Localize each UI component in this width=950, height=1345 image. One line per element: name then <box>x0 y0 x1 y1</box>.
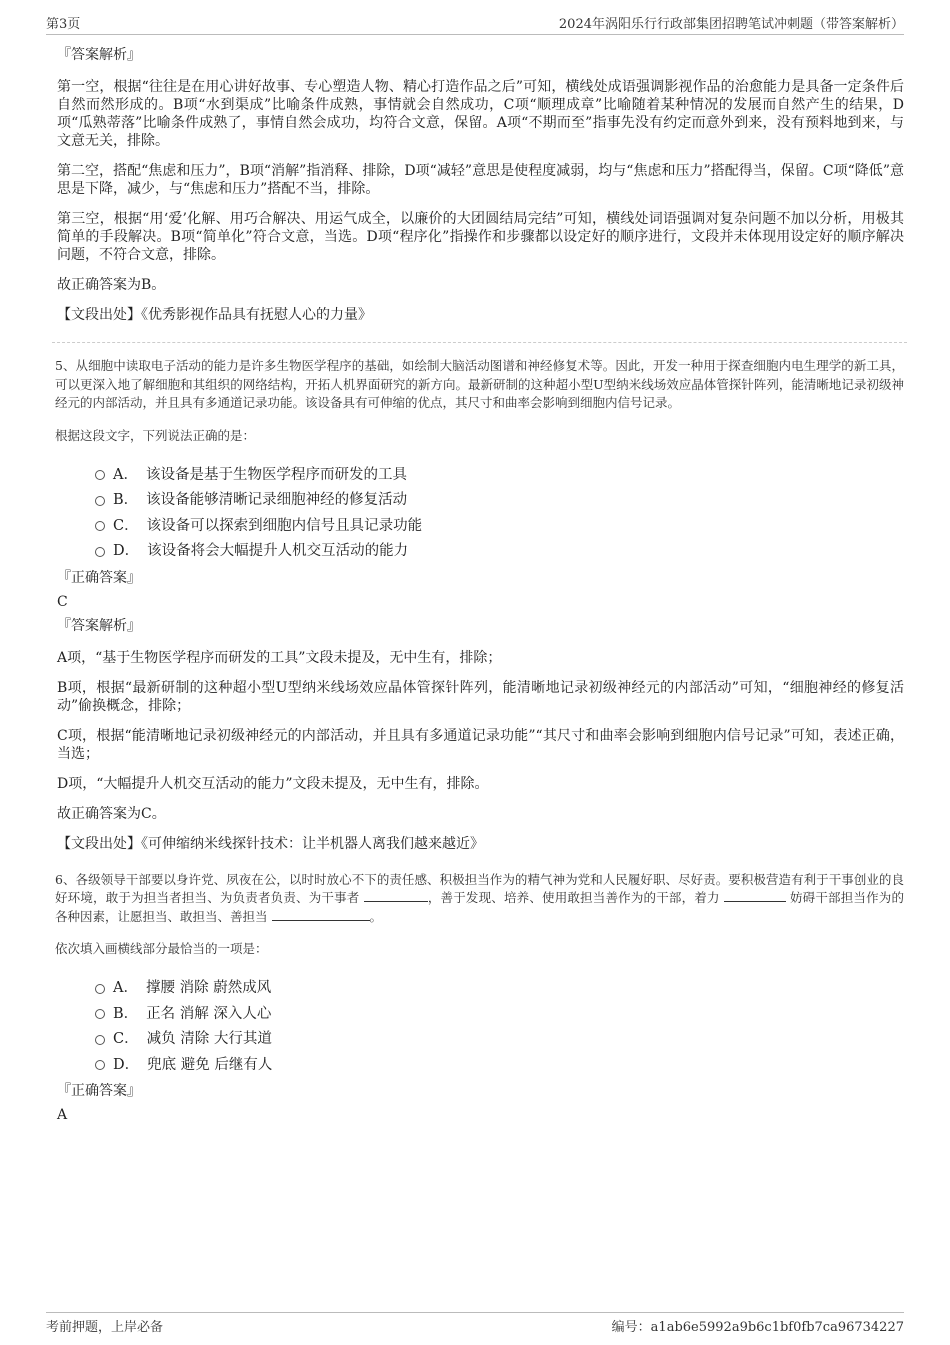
q5-conclusion: 故正确答案为C。 <box>57 805 166 822</box>
q5-analysis-d: D项，“大幅提升人机交互活动的能力”文段未提及，无中生有，排除。 <box>57 775 489 792</box>
option-letter: B． <box>113 1005 139 1022</box>
q6-answer-title: 『正确答案』 <box>57 1083 141 1099</box>
q4-conclusion: 故正确答案为B。 <box>57 277 166 293</box>
radio-icon[interactable] <box>95 547 105 557</box>
q6-text-part-4: 。 <box>369 908 383 924</box>
option-letter: D． <box>113 543 140 560</box>
radio-icon[interactable] <box>95 496 105 506</box>
q5-option-c[interactable] <box>95 512 904 538</box>
q6-question-text <box>55 871 904 927</box>
q6-option-d[interactable] <box>95 1051 904 1077</box>
q6-option-a[interactable] <box>95 974 904 1000</box>
q6-options <box>95 974 904 1076</box>
page-footer <box>46 1312 904 1336</box>
q5-analysis-title: 『答案解析』 <box>57 617 141 634</box>
q6-text-part-2: ，善于发现、培养、使用敢担当善作为的干部，着力 <box>427 890 720 905</box>
q5-prompt: 根据这段文字，下列说法正确的是： <box>55 427 256 443</box>
option-letter: A． <box>113 466 138 483</box>
q4-analysis-para-3: 第三空，根据“用‘爱’化解、用巧合解决、用运气成全，以廉价的大团圆结局完结”可知，横线处词语强调对复杂问题不加以分析，用极其简单的手段解决。B项“简单化”符合文意，当选。D项“程序化”指操作和步骤都以设定好的顺序进行，文段并未体现用设定好的顺序解决问题，不符合文意，排除。 <box>57 211 904 263</box>
q6-blank-1 <box>364 889 428 902</box>
q5-option-b[interactable] <box>95 486 904 512</box>
q5-answer: C <box>57 593 68 610</box>
option-text: 该设备能够清晰记录细胞神经的修复活动 <box>146 492 408 509</box>
q5-question-text: 5、从细胞中读取电子活动的能力是许多生物医学程序的基础，如绘制大脑活动图谱和神经修复术等。因此，开发一种用于探查细胞内电生理学的新工具，可以更深入地了解细胞和其组织的网络结构，开拓人机界面研究的新方向。最新研制的这种超小型U型纳米线场效应晶体管探针阵列，能清晰地记录初级神经元的内部活动，并且具有多通道记录功能。该设备具有可伸缩的优点，其尺寸和曲率会影响到细胞内信号记录。 <box>55 358 904 410</box>
option-text: 兜底 避免 后继有人 <box>147 1056 273 1073</box>
radio-icon[interactable] <box>95 1009 105 1019</box>
option-letter: B． <box>113 492 139 509</box>
q6-text-part-1: 6、各级领导干部要以身许党、夙夜在公，以时时放心不下的责任感、积极担当作为的精气神为党和人民履好职、尽好责。要积极营造有利于干事创业的良好环境，敢于为担当者担当、为负责者负责、为干事者 <box>55 871 904 905</box>
q6-blank-2 <box>724 889 786 902</box>
q6-option-b[interactable] <box>95 1000 904 1026</box>
q4-analysis-para-2: 第二空，搭配“焦虑和压力”，B项“消解”指消释、排除，D项“减轻”意思是使程度减弱，均与“焦虑和压力”搭配得当，保留。C项“降低”意思是下降，减少，与“焦虑和压力”搭配不当，排除。 <box>57 163 904 197</box>
q6-option-c[interactable] <box>95 1025 904 1051</box>
radio-icon[interactable] <box>95 984 105 994</box>
page-header <box>46 12 904 35</box>
radio-icon[interactable] <box>95 1035 105 1045</box>
q4-source: 【文段出处】《优秀影视作品具有抚慰人心的力量》 <box>57 307 372 323</box>
q4-analysis-para-1: 第一空，根据“往往是在用心讲好故事、专心塑造人物、精心打造作品之后”可知，横线处成语强调影视作品的治愈能力是具备一定条件后自然而然形成的。B项“水到渠成”比喻条件成熟，事情就会自然成功，C项“顺理成章”比喻随着某种情况的发展而自然产生的结果，D项“瓜熟蒂落”比喻条件成熟了，事情自然会成功，均符合文意，保留。A项“不期而至”指事先没有约定而意外到来，没有预料地到来，与文意无关，排除。 <box>57 79 904 149</box>
option-text: 该设备将会大幅提升人机交互活动的能力 <box>147 543 409 560</box>
footer-slogan: 考前押题，上岸必备 <box>46 1320 164 1335</box>
q6-answer: A <box>57 1107 68 1123</box>
option-letter: A． <box>113 980 138 997</box>
option-text: 该设备是基于生物医学程序而研发的工具 <box>145 466 407 483</box>
page-number: 第3页 <box>46 17 81 32</box>
q6-text-part-3: 妨碍干部担当作为的各种因素，让愿担当、敢担当、善担当 <box>55 890 904 924</box>
document-content <box>57 46 904 1130</box>
q5-analysis-a: A项，“基于生物医学程序而研发的工具”文段未提及，无中生有，排除； <box>57 649 502 666</box>
q5-source: 【文段出处】《可伸缩纳米线探针技术：让半机器人离我们越来越近》 <box>57 835 484 852</box>
radio-icon[interactable] <box>95 521 105 531</box>
q5-analysis-c: C项，根据“能清晰地记录初级神经元的内部活动，并且具有多通道记录功能”“其尺寸和曲率会影响到细胞内信号记录”可知，表述正确，当选； <box>57 727 904 762</box>
q5-option-a[interactable] <box>95 461 904 487</box>
q4-analysis-title: 『答案解析』 <box>57 47 141 63</box>
option-letter: D． <box>113 1056 140 1073</box>
q5-option-d[interactable] <box>95 537 904 563</box>
option-text: 正名 消解 深入人心 <box>146 1005 272 1022</box>
q6-prompt: 依次填入画横线部分最恰当的一项是： <box>55 941 268 956</box>
option-letter: C． <box>113 517 139 534</box>
document-title: 2024年涡阳乐行行政部集团招聘笔试冲刺题（带答案解析） <box>558 17 904 32</box>
q5-options <box>95 461 904 563</box>
radio-icon[interactable] <box>95 470 105 480</box>
option-text: 减负 清除 大行其道 <box>146 1031 272 1048</box>
radio-icon[interactable] <box>95 1060 105 1070</box>
document-id: 编号：a1ab6e5992a9b6c1bf0fb7ca96734227 <box>611 1320 904 1335</box>
q5-analysis-b: B项，根据“最新研制的这种超小型U型纳米线场效应晶体管探针阵列，能清晰地记录初级神经元的内部活动”可知，“细胞神经的修复活动”偷换概念，排除； <box>57 679 904 714</box>
question-divider <box>52 342 907 343</box>
q5-answer-title: 『正确答案』 <box>57 569 141 586</box>
q6-blank-3 <box>272 908 370 921</box>
option-text: 撑腰 消除 蔚然成风 <box>145 980 272 997</box>
option-letter: C． <box>113 1031 139 1048</box>
option-text: 该设备可以探索到细胞内信号且具记录功能 <box>146 517 423 534</box>
